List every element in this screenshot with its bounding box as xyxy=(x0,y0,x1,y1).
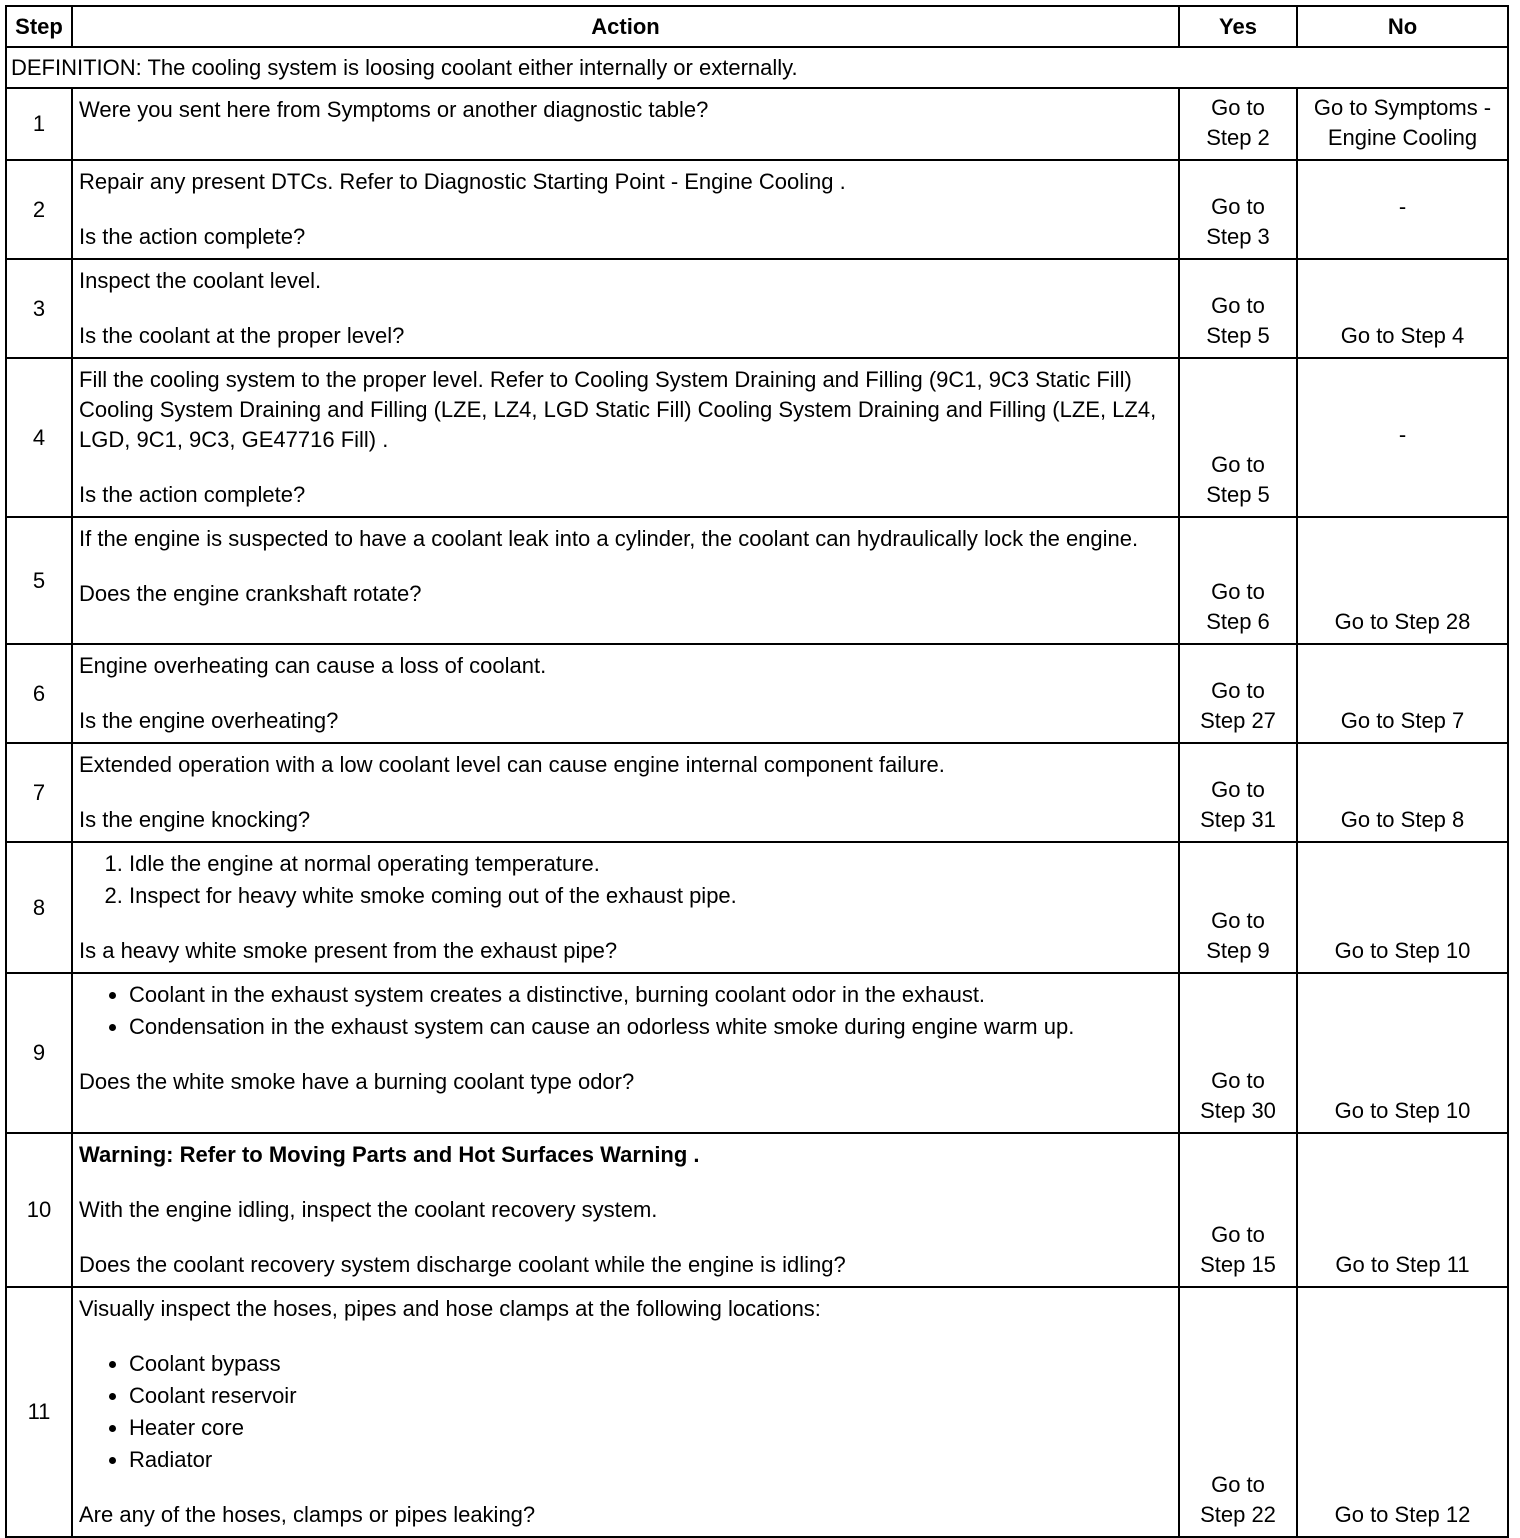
step-number: 6 xyxy=(6,644,72,743)
bullet-list xyxy=(79,980,1172,1042)
action-cell xyxy=(72,973,1179,1133)
table-row xyxy=(6,644,1508,743)
step-number: 8 xyxy=(6,842,72,973)
header-no: No xyxy=(1297,6,1508,47)
action-cell xyxy=(72,644,1179,743)
action-text: Fill the cooling system to the proper level. Refer to Cooling System Draining and Filling (9C1, 9C3 Static Fill) Cooling System Draining and Filling (LZE, LZ4, LGD Static Fill) Cooling System Draining and Filling (LZE, LZ4, LGD, 9C1, 9C3, GE47716 Fill) . xyxy=(79,367,1157,452)
no-cell: Go to Step 12 xyxy=(1297,1287,1508,1537)
table-row xyxy=(6,358,1508,517)
table-row xyxy=(6,259,1508,358)
header-step: Step xyxy=(6,6,72,47)
list-item: • Coolant in the exhaust system creates a distinctive, burning coolant odor in the exhaust. xyxy=(129,980,1172,1010)
action-cell xyxy=(72,358,1179,517)
table-row xyxy=(6,1133,1508,1287)
no-cell: - xyxy=(1297,160,1508,259)
no-cell: Go to Step 4 xyxy=(1297,259,1508,358)
step-number: 9 xyxy=(6,973,72,1133)
list-item: 1. Idle the engine at normal operating temperature. xyxy=(129,849,1172,879)
no-cell: Go to Step 11 xyxy=(1297,1133,1508,1287)
yes-cell: Go to Step 27 xyxy=(1179,644,1297,743)
no-cell: Go to Step 10 xyxy=(1297,842,1508,973)
no-cell: - xyxy=(1297,358,1508,517)
no-cell: Go to Symptoms - Engine Cooling xyxy=(1297,88,1508,160)
yes-cell: Go to Step 3 xyxy=(1179,160,1297,259)
action-text: Is the action complete? xyxy=(79,482,306,507)
action-cell xyxy=(72,88,1179,160)
action-cell xyxy=(72,842,1179,973)
action-cell xyxy=(72,1287,1179,1537)
step-number: 7 xyxy=(6,743,72,842)
no-cell: Go to Step 7 xyxy=(1297,644,1508,743)
action-text: Repair any present DTCs. Refer to Diagnostic Starting Point - Engine Cooling . xyxy=(79,169,846,194)
action-text: Are any of the hoses, clamps or pipes leaking? xyxy=(79,1502,536,1527)
diagnostic-table xyxy=(5,5,1509,1538)
table-row xyxy=(6,517,1508,644)
action-text: Inspect the coolant level. xyxy=(79,268,322,293)
yes-cell: Go to Step 31 xyxy=(1179,743,1297,842)
table-row xyxy=(6,160,1508,259)
action-text: Is the engine overheating? xyxy=(79,708,339,733)
action-text: If the engine is suspected to have a coolant leak into a cylinder, the coolant can hydraulically lock the engine. xyxy=(79,526,1139,551)
header-action: Action xyxy=(72,6,1179,47)
definition-row xyxy=(6,47,1508,88)
list-item: • Coolant bypass xyxy=(129,1349,1172,1379)
list-item: • Radiator xyxy=(129,1445,1172,1475)
action-cell xyxy=(72,160,1179,259)
action-cell xyxy=(72,517,1179,644)
step-number: 10 xyxy=(6,1133,72,1287)
step-number: 1 xyxy=(6,88,72,160)
definition-text: DEFINITION: The cooling system is loosing coolant either internally or externally. xyxy=(6,47,1508,88)
numbered-list xyxy=(79,849,1172,911)
no-cell: Go to Step 8 xyxy=(1297,743,1508,842)
table-row xyxy=(6,973,1508,1133)
action-text: Extended operation with a low coolant level can cause engine internal component failure. xyxy=(79,752,945,777)
action-cell xyxy=(72,1133,1179,1287)
warning-text xyxy=(79,1140,1172,1170)
action-text: Is a heavy white smoke present from the exhaust pipe? xyxy=(79,938,618,963)
yes-cell: Go to Step 22 xyxy=(1179,1287,1297,1537)
list-item: 2. Inspect for heavy white smoke coming out of the exhaust pipe. xyxy=(129,881,1172,911)
yes-cell: Go to Step 5 xyxy=(1179,259,1297,358)
header-row xyxy=(6,6,1508,47)
warning-label: Warning: Refer to Moving Parts and Hot Surfaces Warning . xyxy=(79,1142,700,1167)
table-row xyxy=(6,88,1508,160)
action-text: Engine overheating can cause a loss of coolant. xyxy=(79,653,547,678)
action-text: Does the engine crankshaft rotate? xyxy=(79,581,422,606)
no-cell: Go to Step 10 xyxy=(1297,973,1508,1133)
table-row xyxy=(6,1287,1508,1537)
yes-cell: Go to Step 5 xyxy=(1179,358,1297,517)
yes-cell: Go to Step 9 xyxy=(1179,842,1297,973)
table-row xyxy=(6,842,1508,973)
step-number: 4 xyxy=(6,358,72,517)
action-text: Does the white smoke have a burning coolant type odor? xyxy=(79,1069,635,1094)
header-yes: Yes xyxy=(1179,6,1297,47)
action-text: With the engine idling, inspect the coolant recovery system. xyxy=(79,1197,658,1222)
action-text: Does the coolant recovery system discharge coolant while the engine is idling? xyxy=(79,1252,846,1277)
yes-cell: Go to Step 15 xyxy=(1179,1133,1297,1287)
action-text: Is the action complete? xyxy=(79,224,306,249)
list-item: • Heater core xyxy=(129,1413,1172,1443)
step-number: 3 xyxy=(6,259,72,358)
step-number: 2 xyxy=(6,160,72,259)
action-text: Is the engine knocking? xyxy=(79,807,311,832)
action-cell xyxy=(72,259,1179,358)
table-row xyxy=(6,743,1508,842)
action-text: Were you sent here from Symptoms or another diagnostic table? xyxy=(79,97,709,122)
step-number: 5 xyxy=(6,517,72,644)
list-item: • Condensation in the exhaust system can cause an odorless white smoke during engine warm up. xyxy=(129,1012,1172,1042)
yes-cell: Go to Step 6 xyxy=(1179,517,1297,644)
action-text: Visually inspect the hoses, pipes and hose clamps at the following locations: xyxy=(79,1296,821,1321)
list-item: • Coolant reservoir xyxy=(129,1381,1172,1411)
action-text: Is the coolant at the proper level? xyxy=(79,323,405,348)
yes-cell: Go to Step 30 xyxy=(1179,973,1297,1133)
bullet-list xyxy=(79,1349,1172,1475)
action-cell xyxy=(72,743,1179,842)
step-number: 11 xyxy=(6,1287,72,1537)
yes-cell: Go to Step 2 xyxy=(1179,88,1297,160)
no-cell: Go to Step 28 xyxy=(1297,517,1508,644)
